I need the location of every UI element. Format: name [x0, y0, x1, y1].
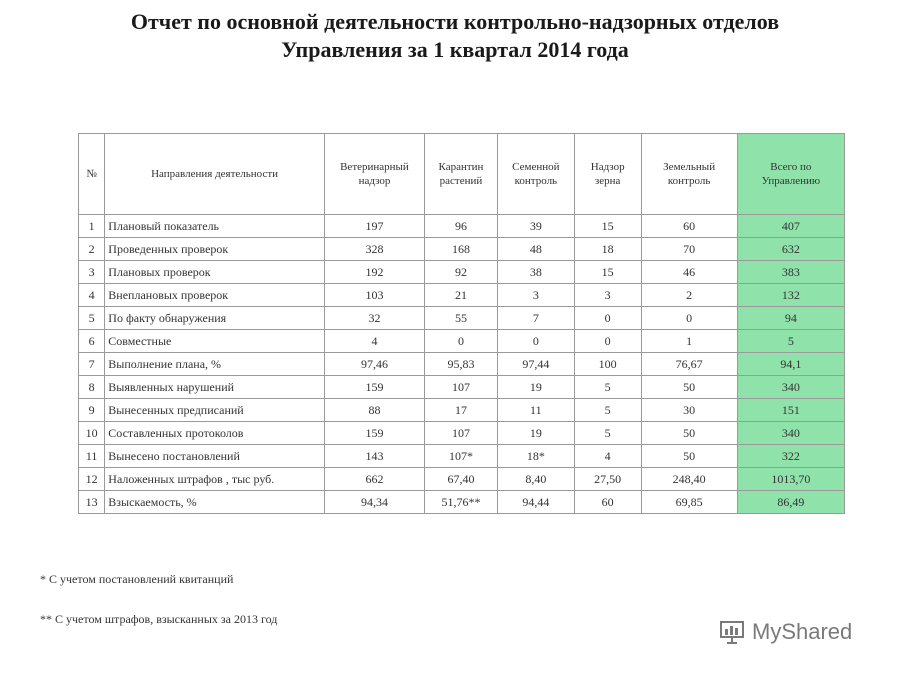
table-cell: 7 — [497, 307, 574, 330]
table-cell: 92 — [425, 261, 498, 284]
column-header: Ветеринарный надзор — [324, 134, 424, 215]
row-number: 6 — [79, 330, 105, 353]
table-row — [79, 238, 845, 261]
table-cell: 88 — [324, 399, 424, 422]
table-cell: 4 — [574, 445, 641, 468]
row-label: Совместные — [105, 330, 325, 353]
table-row — [79, 215, 845, 238]
row-number: 4 — [79, 284, 105, 307]
table-cell: 39 — [497, 215, 574, 238]
column-header: Семенной контроль — [497, 134, 574, 215]
table-cell: 3 — [574, 284, 641, 307]
column-header: Направления деятельности — [105, 134, 325, 215]
table-row — [79, 330, 845, 353]
table-cell: 4 — [324, 330, 424, 353]
row-number: 1 — [79, 215, 105, 238]
table-row — [79, 261, 845, 284]
table-cell: 5 — [574, 376, 641, 399]
table-cell: 48 — [497, 238, 574, 261]
table-cell: 0 — [574, 330, 641, 353]
footnote-2: ** С учетом штрафов, взысканных за 2013 год — [40, 612, 278, 626]
table-row — [79, 491, 845, 514]
table-cell: 151 — [737, 399, 844, 422]
table-cell: 0 — [574, 307, 641, 330]
table-cell: 69,85 — [641, 491, 737, 514]
table-cell: 100 — [574, 353, 641, 376]
table-cell: 383 — [737, 261, 844, 284]
table-cell: 50 — [641, 422, 737, 445]
table-body — [79, 215, 845, 514]
table-row — [79, 353, 845, 376]
table-cell: 70 — [641, 238, 737, 261]
table-row — [79, 445, 845, 468]
table-cell: 97,44 — [497, 353, 574, 376]
table-cell: 46 — [641, 261, 737, 284]
table-cell: 38 — [497, 261, 574, 284]
row-label: Внеплановых проверок — [105, 284, 325, 307]
table-row — [79, 399, 845, 422]
table-cell: 0 — [497, 330, 574, 353]
row-number: 3 — [79, 261, 105, 284]
report-title — [0, 8, 900, 64]
table-cell: 248,40 — [641, 468, 737, 491]
title-line-1: Отчет по основной деятельности контрольно-надзорных отделов — [130, 9, 780, 34]
table-cell: 328 — [324, 238, 424, 261]
table-cell: 143 — [324, 445, 424, 468]
table-row — [79, 376, 845, 399]
row-label: Вынесенных предписаний — [105, 399, 325, 422]
row-label: Выполнение плана, % — [105, 353, 325, 376]
table-cell: 55 — [425, 307, 498, 330]
table-cell: 94,34 — [324, 491, 424, 514]
table-cell: 2 — [641, 284, 737, 307]
table-cell: 8,40 — [497, 468, 574, 491]
table-cell: 107* — [425, 445, 498, 468]
table-cell: 107 — [425, 422, 498, 445]
row-number: 11 — [79, 445, 105, 468]
table-cell: 50 — [641, 445, 737, 468]
table-cell: 50 — [641, 376, 737, 399]
table-cell: 30 — [641, 399, 737, 422]
table-cell: 5 — [574, 399, 641, 422]
table-cell: 107 — [425, 376, 498, 399]
table-cell: 94,44 — [497, 491, 574, 514]
table-cell: 19 — [497, 422, 574, 445]
table-cell: 340 — [737, 422, 844, 445]
presentation-icon — [718, 618, 746, 646]
table-cell: 67,40 — [425, 468, 498, 491]
row-number: 13 — [79, 491, 105, 514]
row-number: 2 — [79, 238, 105, 261]
column-header: Надзор зерна — [574, 134, 641, 215]
table-row — [79, 468, 845, 491]
table-cell: 11 — [497, 399, 574, 422]
table-cell: 168 — [425, 238, 498, 261]
table-cell: 0 — [425, 330, 498, 353]
table-cell: 21 — [425, 284, 498, 307]
row-label: Взыскаемость, % — [105, 491, 325, 514]
table-cell: 51,76** — [425, 491, 498, 514]
table-cell: 5 — [574, 422, 641, 445]
row-label: Вынесено постановлений — [105, 445, 325, 468]
table-cell: 407 — [737, 215, 844, 238]
table-cell: 3 — [497, 284, 574, 307]
table-header-row — [79, 134, 845, 215]
row-label: Выявленных нарушений — [105, 376, 325, 399]
row-number: 9 — [79, 399, 105, 422]
table-cell: 662 — [324, 468, 424, 491]
row-label: Составленных протоколов — [105, 422, 325, 445]
table-cell: 132 — [737, 284, 844, 307]
table-cell: 1 — [641, 330, 737, 353]
table-cell: 340 — [737, 376, 844, 399]
footnote-1: * С учетом постановлений квитанций — [40, 572, 234, 586]
row-label: По факту обнаружения — [105, 307, 325, 330]
table-cell: 159 — [324, 376, 424, 399]
row-number: 5 — [79, 307, 105, 330]
row-label: Проведенных проверок — [105, 238, 325, 261]
row-number: 10 — [79, 422, 105, 445]
table-cell: 0 — [641, 307, 737, 330]
table-cell: 192 — [324, 261, 424, 284]
table-row — [79, 422, 845, 445]
table-cell: 32 — [324, 307, 424, 330]
table-cell: 15 — [574, 215, 641, 238]
table-cell: 96 — [425, 215, 498, 238]
column-header: Всего по Управлению — [737, 134, 844, 215]
table-cell: 17 — [425, 399, 498, 422]
table-cell: 94,1 — [737, 353, 844, 376]
table-cell: 95,83 — [425, 353, 498, 376]
table-cell: 18 — [574, 238, 641, 261]
table-cell: 15 — [574, 261, 641, 284]
row-label: Плановый показатель — [105, 215, 325, 238]
watermark — [718, 618, 852, 646]
table-cell: 19 — [497, 376, 574, 399]
table-cell: 1013,70 — [737, 468, 844, 491]
column-header: Карантин растений — [425, 134, 498, 215]
row-label: Наложенных штрафов , тыс руб. — [105, 468, 325, 491]
column-header: № — [79, 134, 105, 215]
table-cell: 86,49 — [737, 491, 844, 514]
table-cell: 322 — [737, 445, 844, 468]
watermark-text: MyShared — [752, 619, 853, 644]
report-table — [78, 133, 845, 514]
table-cell: 103 — [324, 284, 424, 307]
table-row — [79, 307, 845, 330]
row-number: 8 — [79, 376, 105, 399]
table-row — [79, 284, 845, 307]
table-cell: 60 — [641, 215, 737, 238]
table-cell: 5 — [737, 330, 844, 353]
table-cell: 97,46 — [324, 353, 424, 376]
table-cell: 159 — [324, 422, 424, 445]
title-line-2: Управления за 1 квартал 2014 года — [281, 37, 629, 62]
table-cell: 76,67 — [641, 353, 737, 376]
table-cell: 197 — [324, 215, 424, 238]
table-cell: 60 — [574, 491, 641, 514]
table-cell: 632 — [737, 238, 844, 261]
row-number: 12 — [79, 468, 105, 491]
column-header: Земельный контроль — [641, 134, 737, 215]
table-cell: 18* — [497, 445, 574, 468]
row-label: Плановых проверок — [105, 261, 325, 284]
row-number: 7 — [79, 353, 105, 376]
table-cell: 27,50 — [574, 468, 641, 491]
table-cell: 94 — [737, 307, 844, 330]
